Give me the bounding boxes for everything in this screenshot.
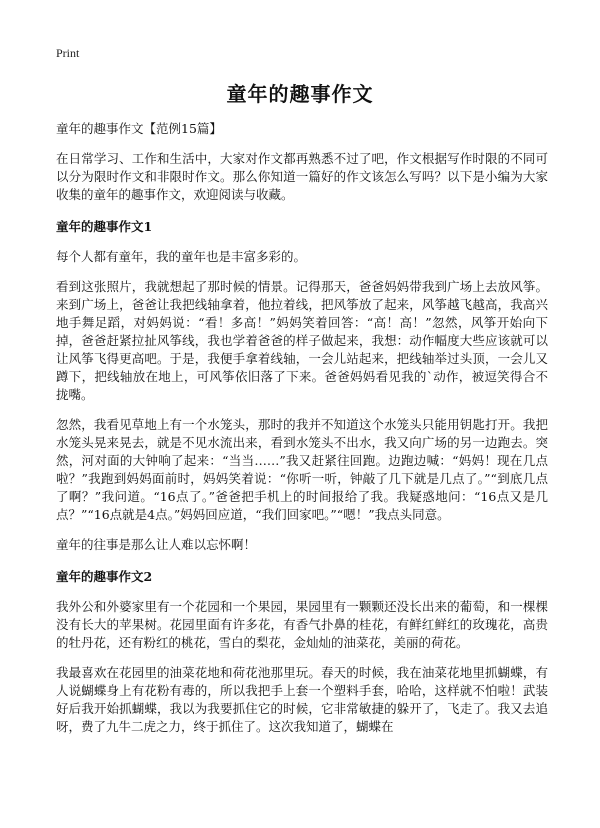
section-1-paragraph-1: 每个人都有童年，我的童年也是丰富多彩的。 <box>56 249 307 264</box>
section-1-paragraph-4: 童年的往事是那么让人难以忘怀啊！ <box>56 537 257 552</box>
article-body <box>56 120 548 748</box>
section-heading-2: 童年的趣事作文2 <box>56 569 153 584</box>
section-heading-1: 童年的趣事作文1 <box>56 219 153 234</box>
print-link[interactable]: Print <box>56 46 80 60</box>
section-2-paragraph-2: 我最喜欢在花园里的油菜花地和荷花池那里玩。春天的时候，我在油菜花地里抓蝴蝶，有人说蝴蝶身上有花粉有毒的，所以我把手上套一个塑料手套，哈哈，这样就不怕啦！武装好后我开始抓蝴蝶，我以为我要抓住它的时候，它非常敏捷的躲开了，飞走了。我又去追呀，费了九牛二虎之力，终于抓住了。这次我知道了，蝴蝶在 <box>56 665 548 734</box>
article-subtitle: 童年的趣事作文【范例15篇】 <box>56 121 222 136</box>
section-1-paragraph-3: 忽然，我看见草地上有一个水笼头，那时的我并不知道这个水笼头只能用钥匙打开。我把水笼头晃来晃去，就是不见水流出来，看到水笼头不出水，我又向广场的另一边跑去。突然，河对面的大钟响了起来：“当当……”我又赶紧往回跑。边跑边喊：“妈妈！现在几点啦？”我跑到妈妈面前时，妈妈笑着说：“你听一听，钟敲了几下就是几点了。”“到底几点了啊？”我问道。“16点了。”爸爸把手机上的时间报给了我。我疑惑地问：“16点又是几点？”“16点就是4点。”妈妈回应道，“我们回家吧。”“嗯！”我点头同意。 <box>56 417 548 522</box>
page-title: 童年的趣事作文 <box>226 82 374 106</box>
section-2-paragraph-1: 我外公和外婆家里有一个花园和一个果园，果园里有一颗颗还没长出来的葡萄，和一棵棵没有长大的苹果树。花园里面有许多花，有香气扑鼻的桂花，有鲜红鲜红的玫瑰花，高贵的牡丹花，还有粉红的桃花，雪白的梨花，金灿灿的油菜花，美丽的荷花。 <box>56 599 548 650</box>
section-1-paragraph-2: 看到这张照片，我就想起了那时候的情景。记得那天，爸爸妈妈带我到广场上去放风筝。来到广场上，爸爸让我把线轴拿着，他拉着线，把风筝放了起来，风筝越飞越高，我高兴地手舞足蹈，对妈妈说：“看！多高！”妈妈笑着回答：“高！高！”忽然，风筝开始向下掉，爸爸赶紧拉扯风筝线，我也学着爸爸的样子做起来，我想：动作幅度大些应该就可以让风筝飞得更高吧。于是，我便手拿着线轴，一会儿站起来，把线轴举过头顶，一会儿又蹲下，把线轴放在地上，可风筝依旧落了下来。爸爸妈妈看见我的`动作，被逗笑得合不拢嘴。 <box>56 279 548 402</box>
intro-paragraph: 在日常学习、工作和生活中，大家对作文都再熟悉不过了吧，作文根据写作时限的不同可以分为限时作文和非限时作文。那么你知道一篇好的作文该怎么写吗？以下是小编为大家收集的童年的趣事作文，欢迎阅读与收藏。 <box>56 151 548 202</box>
